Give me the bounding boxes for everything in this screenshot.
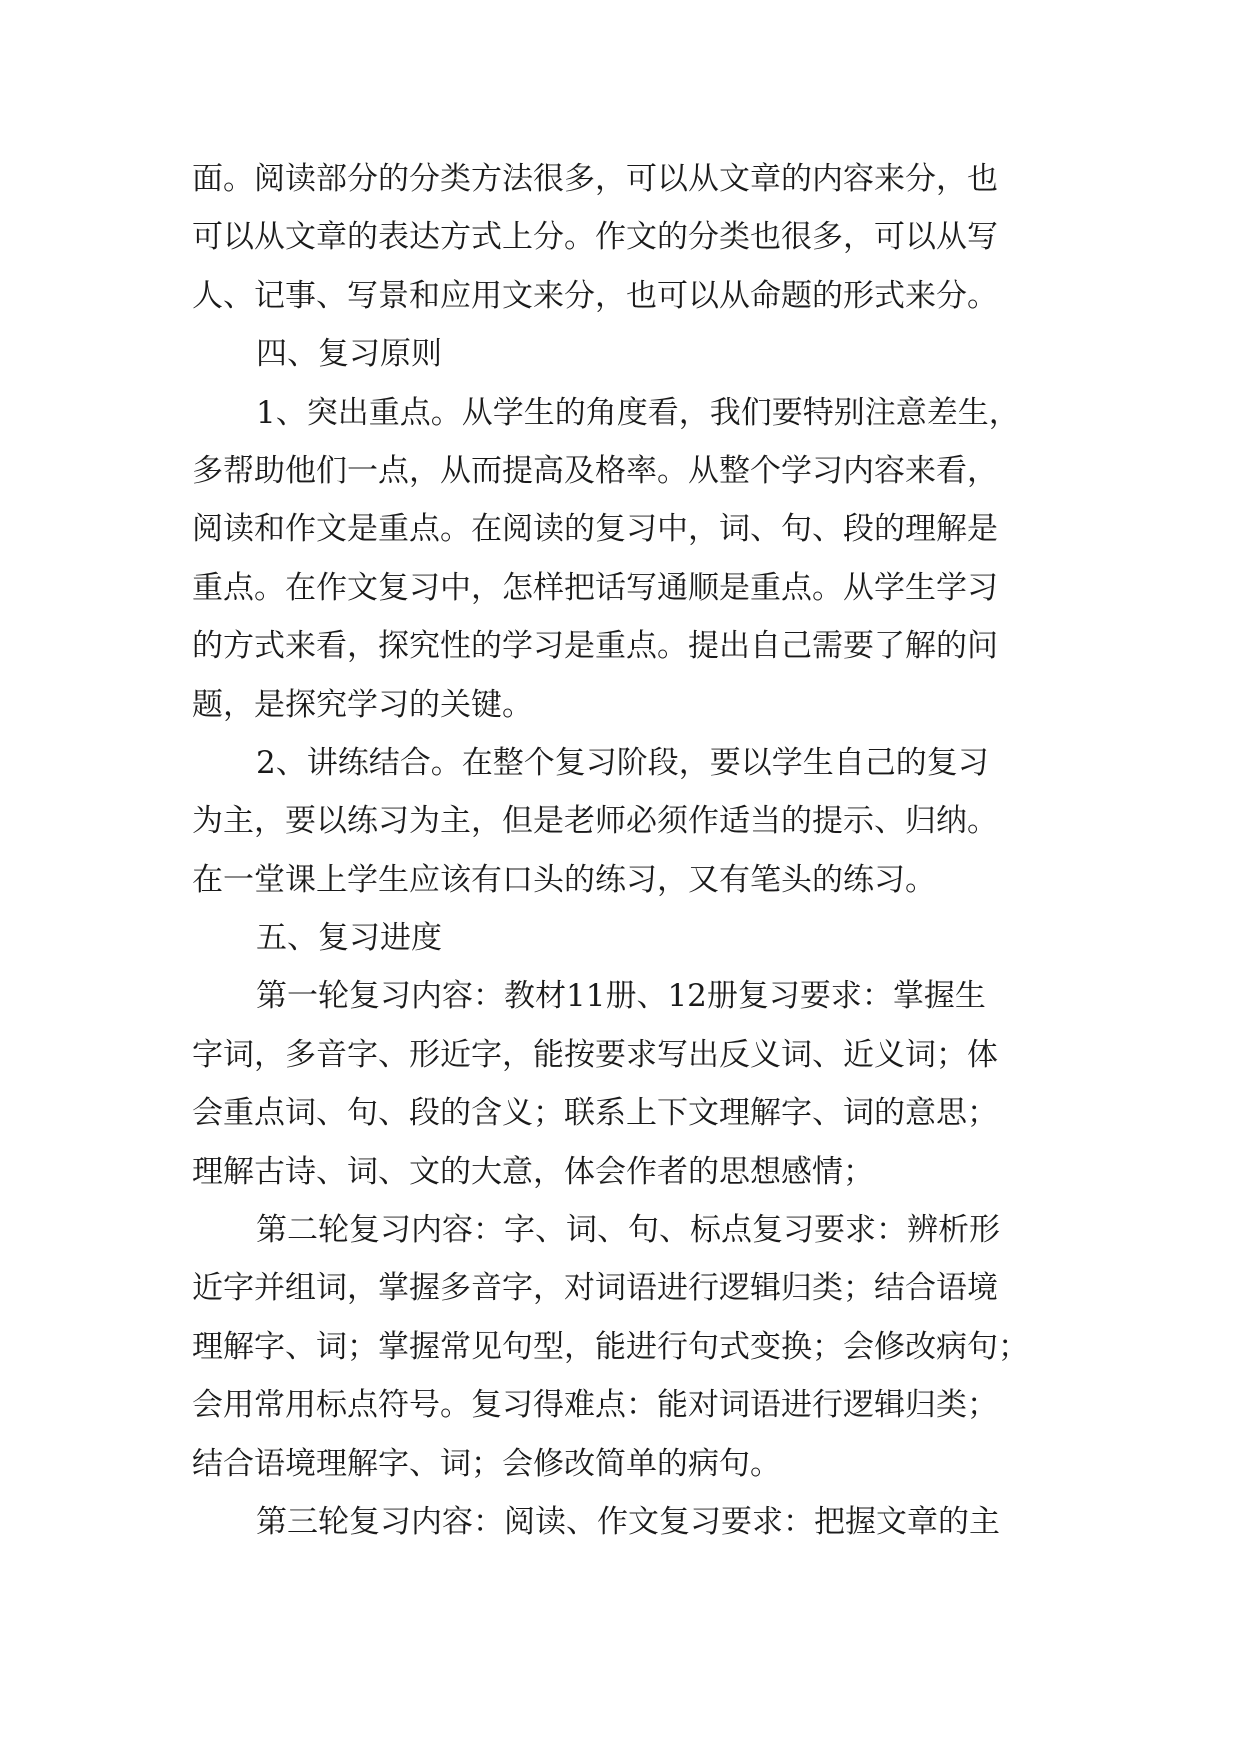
paragraph-line: 会用常用标点符号。复习得难点：能对词语进行逻辑归类； (192, 1387, 998, 1424)
paragraph-line: 阅读和作文是重点。在阅读的复习中，词、句、段的理解是 (192, 511, 998, 548)
paragraph-line: 第一轮复习内容：教材11册、12册复习要求：掌握生 (256, 978, 986, 1015)
paragraph-line: 人、记事、写景和应用文来分，也可以从命题的形式来分。 (192, 277, 998, 314)
paragraph-line: 可以从文章的表达方式上分。作文的分类也很多，可以从写 (192, 219, 998, 256)
paragraph-line: 理解古诗、词、文的大意，体会作者的思想感情； (192, 1153, 874, 1190)
paragraph-line: 结合语境理解字、词；会修改简单的病句。 (192, 1445, 781, 1482)
paragraph-line: 面。阅读部分的分类方法很多，可以从文章的内容来分，也 (192, 161, 998, 197)
section-heading: 四、复习原则 (256, 336, 442, 373)
paragraph-line: 在一堂课上学生应该有口头的练习，又有笔头的练习。 (192, 861, 936, 898)
paragraph-line: 多帮助他们一点，从而提高及格率。从整个学习内容来看， (192, 452, 998, 489)
paragraph-line: 理解字、词；掌握常见句型，能进行句式变换；会修改病句； (192, 1328, 1029, 1365)
document-body (192, 150, 1072, 1551)
paragraph-line: 第二轮复习内容：字、词、句、标点复习要求：辨析形 (256, 1212, 1000, 1249)
paragraph-line: 会重点词、句、段的含义；联系上下文理解字、词的意思； (192, 1095, 998, 1132)
paragraph-line: 字词，多音字、形近字，能按要求写出反义词、近义词；体 (192, 1036, 998, 1073)
paragraph-line: 近字并组词，掌握多音字，对词语进行逻辑归类；结合语境 (192, 1270, 998, 1307)
paragraph-line: 第三轮复习内容：阅读、作文复习要求：把握文章的主 (256, 1503, 1000, 1540)
paragraph-line: 题，是探究学习的关键。 (192, 686, 533, 723)
paragraph-line: 重点。在作文复习中，怎样把话写通顺是重点。从学生学习 (192, 569, 998, 606)
paragraph-line: 为主，要以练习为主，但是老师必须作适当的提示、归纳。 (192, 803, 998, 840)
paragraph-line: 的方式来看，探究性的学习是重点。提出自己需要了解的问 (192, 628, 998, 665)
section-heading: 五、复习进度 (256, 920, 442, 957)
paragraph-line: 2、讲练结合。在整个复习阶段，要以学生自己的复习 (256, 744, 989, 781)
paragraph-line: 1、突出重点。从学生的角度看，我们要特别注意差生， (256, 394, 1020, 431)
